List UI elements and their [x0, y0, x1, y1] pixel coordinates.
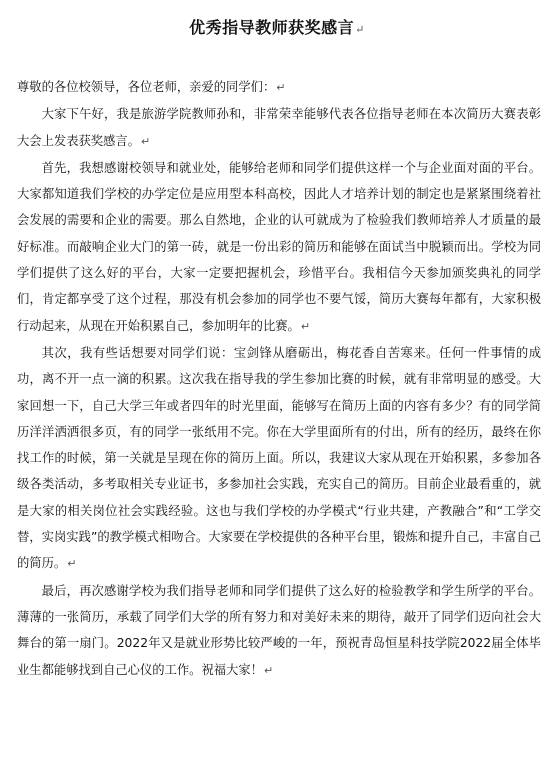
paragraph-text: 其次，我有些话想要对同学们说：宝剑锋从磨砺出，梅花香自苦寒来。任何一件事情的成功，离不开一点一滴的积累。这次我在指导我的学生参加比赛的时候，就有非常明显的感受。大家回想一下，自己大学三年或者四年的时光里面，能够写在简历上面的内容有多少？有的同学简历洋洋洒洒很多页，有的同学一张纸用不完。你在大学里面所有的付出，所有的经历，最终在你找工作的时候，第一关就是呈现在你的简历上面。所以，我建议大家从现在开始积累，多参加各级各类活动，多考取相关专业证书，多参加社会实践，充实自己的简历。目前企业最看重的，就是大家的相关岗位社会实践经验。这也与我们学校的办学模式“行业共建，产教融合”和“工学交替，实岗实践”的教学模式相吻合。大家要在学校提供的各种平台里，锻炼和提升自己，丰富自己的简历。	[17, 345, 541, 571]
document-title-line	[0, 18, 554, 40]
body-paragraph-3	[17, 340, 541, 578]
paragraph-text: 首先，我想感谢校领导和就业处，能够给老师和同学们提供这样一个与企业面对面的平台。大家都知道我们学校的办学定位是应用型本科高校，因此人才培养计划的制定也是紧紧围绕着社会发展的需要和企业的需要。那么自然地，企业的认可就成为了检验我们教师培养人才质量的最好标准。而敲响企业大门的第一砖，就是一份出彩的简历和能够在面试当中脱颖而出。学校为同学们提供了这么好的平台，大家一定要把握机会，珍惜平台。我相信今天参加颁奖典礼的同学们，肯定都享受了这个过程，那没有机会参加的同学也不要气馁，简历大赛每年都有，大家积极行动起来，从现在开始积累自己，参加明年的比赛。	[17, 160, 541, 333]
paragraph-mark-icon: ↵	[300, 319, 311, 333]
body-paragraph-2	[17, 155, 541, 340]
paragraph-text: 最后，再次感谢学校为我们指导老师和同学们提供了这么好的检验教学和学生所学的平台。薄薄的一张简历，承载了同学们大学的所有努力和对美好未来的期待，敲开了同学们迈向社会大舞台的第一扇门。2022年又是就业形势比较严峻的一年，预祝青岛恒星科技学院2022届全体毕业生都能够找到自己心仪的工作。祝福大家！	[17, 583, 541, 677]
body-paragraph-4	[17, 578, 541, 684]
salutation-text: 尊敬的各位校领导，各位老师，亲爱的同学们：	[17, 80, 276, 94]
paragraph-mark-icon: ↵	[276, 81, 286, 94]
document-body	[17, 74, 541, 684]
paragraph-text: 大家下午好，我是旅游学院教师孙和，非常荣幸能够代表各位指导老师在本次简历大赛表彰大会上发表获奖感言。	[17, 107, 541, 148]
document-title: 优秀指导教师获奖感言	[189, 18, 355, 37]
salutation-paragraph	[17, 74, 541, 101]
paragraph-mark-icon: ↵	[140, 134, 151, 148]
paragraph-mark-icon: ↵	[355, 23, 365, 36]
body-paragraph-1	[17, 101, 541, 155]
paragraph-end-mark-icon: ↵	[263, 663, 274, 677]
paragraph-mark-icon: ↵	[67, 557, 77, 571]
